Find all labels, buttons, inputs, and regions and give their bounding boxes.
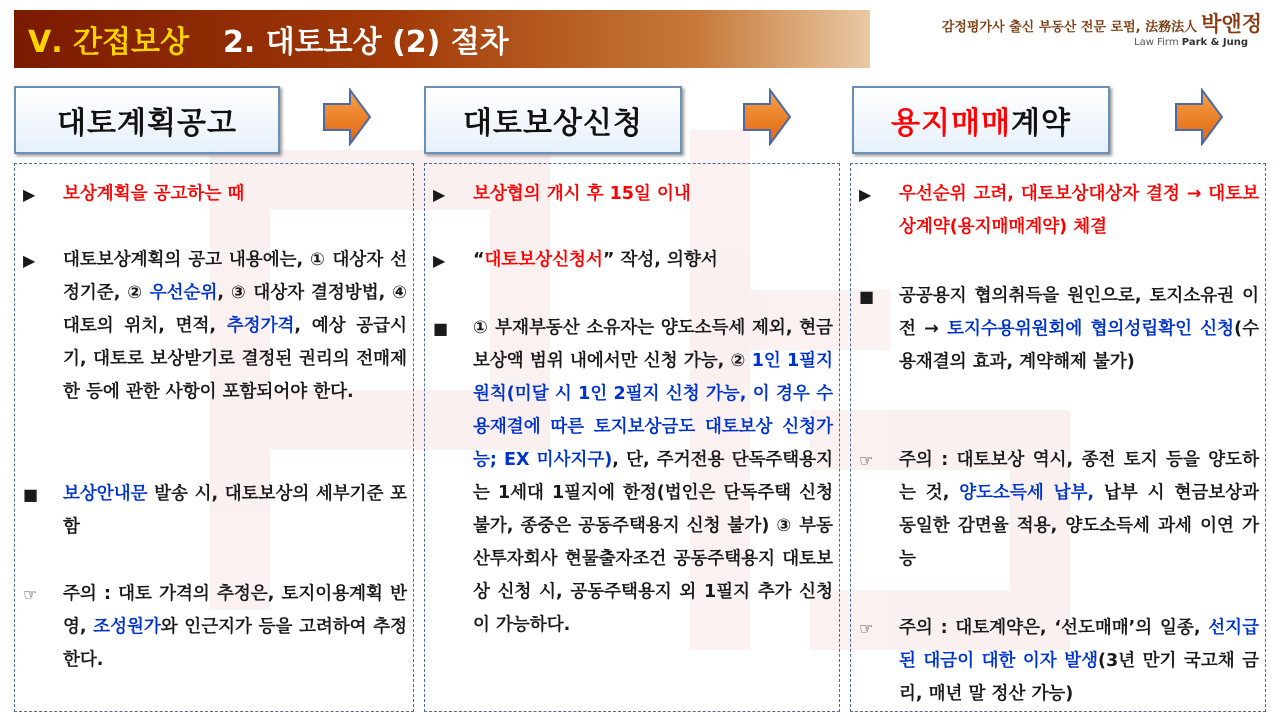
highlight-estimated-price: 추정가격	[226, 316, 295, 336]
text-run: , 예상 공급시기, 대토로 보상받기로 결정된 권리의 전매제한 등에 관한 사항이 포함되어야 한다.	[63, 316, 407, 402]
arrow-right-icon	[742, 88, 792, 146]
list-item	[859, 280, 1259, 379]
highlight-interest: 선지급된 대금이 대한 이자 발생	[899, 618, 1259, 671]
arrow-bullet-icon: ▶	[23, 251, 36, 270]
step-2-header	[424, 86, 682, 154]
pointing-hand-icon: ☞	[859, 451, 874, 470]
highlight-notice: 보상안내문	[63, 484, 148, 504]
text-run: ” 작성, 의향서	[602, 250, 718, 270]
text-run: (수용재결의 효과, 계약해제 불가)	[899, 319, 1259, 372]
arrow-right-icon	[322, 88, 372, 146]
text-run: 대토보상계획의 공고 내용에는, ① 대상자 선정기준, ②	[63, 250, 407, 303]
page-subtitle: 2. 대토보상 (2) 절차	[222, 25, 509, 60]
arrow-bullet-icon: ▶	[433, 185, 446, 204]
item-text	[473, 244, 833, 277]
pointing-hand-icon: ☞	[23, 585, 38, 604]
text-run: 주의 : 대토 가격의 추정은, 토지이용계획 반영,	[63, 584, 407, 637]
item-text	[63, 478, 407, 544]
list-item	[859, 444, 1259, 576]
item-text	[63, 578, 407, 677]
text-run: , 단, 주거전용 단독주택용지는 1세대 1필지에 한정(법인은 단독주택 신청 불가, 종중은 공동주택용지 신청 불가) ③ 부동산투자회사 현물출자조건 공동주택용지 대토보상 신청 시, 공동주택용지 외 1필지 추가 신청이 가능하다.	[473, 450, 833, 635]
arrow-right-icon	[1174, 88, 1224, 146]
highlight-one-parcel-rule: 1인 1필지 원칙(미달 시 1인 2필지 신청 가능, 이 경우 수용재결에 따른 토지보상금도 대토보상 신청가능; EX 미사지구)	[473, 351, 833, 470]
arrow-bullet-icon: ▶	[433, 251, 446, 270]
text-run: 공공용지 협의취득을 원인으로, 토지소유권 이전 →	[899, 286, 1259, 339]
item-text	[473, 312, 833, 642]
law-firm-name: Park & Jung	[1181, 37, 1248, 48]
list-item	[859, 612, 1259, 711]
step-2-label: 대토보상신청	[463, 106, 643, 141]
item-text	[899, 280, 1259, 379]
square-bullet-icon: ■	[433, 319, 449, 338]
section-title: Ⅴ. 간접보상	[28, 25, 189, 60]
brand-name: 박앤정	[1201, 12, 1262, 36]
step-1-label: 대토계획공고	[57, 106, 237, 141]
pointing-hand-icon: ☞	[859, 619, 874, 638]
step-3-header	[852, 86, 1110, 154]
brand-tagline: 감정평가사 출신 부동산 전문 로펌, 法務法人	[941, 20, 1198, 35]
text-run: 주의 : 대토보상 역시, 종전 토지 등을 양도하는 것,	[899, 450, 1259, 503]
step-3-label-rest: 계약	[1010, 106, 1071, 141]
list-item	[23, 244, 407, 409]
list-item	[433, 312, 833, 642]
brand-tagline-line	[942, 8, 1262, 38]
text-run: 발송 시, 대토보상의 세부기준 포함	[63, 484, 407, 537]
title-bar	[14, 10, 870, 68]
text-run: “	[473, 250, 485, 270]
list-item	[23, 478, 407, 544]
highlight-form: 대토보상신청서	[484, 250, 603, 270]
list-item	[23, 578, 407, 677]
arrow-bullet-icon: ▶	[859, 185, 872, 204]
item-text: 보상계획을 공고하는 때	[63, 184, 245, 204]
list-item	[433, 244, 833, 277]
highlight-confirmation: 토지수용위원회에 협의성립확인 신청	[947, 319, 1235, 339]
highlight-priority: 우선순위	[149, 283, 218, 303]
arrow-bullet-icon: ▶	[23, 185, 36, 204]
square-bullet-icon: ■	[23, 485, 39, 504]
text-run: ① 부재부동산 소유자는 양도소득세 제외, 현금보상액 범위 내에서만 신청 가능, ②	[473, 318, 833, 371]
highlight-tax: 양도소득세 납부,	[959, 483, 1095, 503]
list-item	[433, 178, 833, 211]
item-text: 우선순위 고려, 대토보상대상자 결정 → 대토보상계약(용지매매계약) 체결	[899, 184, 1259, 237]
text-run: 주의 : 대토계약은, ‘선도매매’의 일종,	[899, 618, 1209, 638]
step-1-header	[14, 86, 280, 154]
step-3-label-highlight: 용지매매	[891, 106, 1011, 141]
column-contract	[850, 163, 1266, 712]
text-run: , ③ 대상자 결정방법, ④ 대토의 위치, 면적,	[63, 283, 407, 336]
text-run: 납부 시 현금보상과 동일한 감면율 적용, 양도소득세 과세 이연 가능	[899, 483, 1259, 569]
list-item	[23, 178, 407, 211]
column-announcement	[14, 163, 414, 712]
list-item	[859, 178, 1259, 244]
brand-logo	[872, 6, 1262, 58]
highlight-cost: 조성원가	[93, 617, 161, 637]
item-text: 보상협의 개시 후 15일 이내	[473, 184, 691, 204]
text-run: (3년 만기 국고채 금리, 매년 말 정산 가능)	[899, 651, 1259, 704]
square-bullet-icon: ■	[859, 287, 875, 306]
brand-lawfirm-line	[1134, 37, 1248, 48]
item-text	[899, 612, 1259, 711]
column-application	[424, 163, 840, 712]
law-firm-label: Law Firm	[1134, 37, 1179, 48]
item-text	[899, 444, 1259, 576]
text-run: 와 인근지가 등을 고려하여 추정한다.	[63, 617, 407, 670]
item-text	[63, 244, 407, 409]
